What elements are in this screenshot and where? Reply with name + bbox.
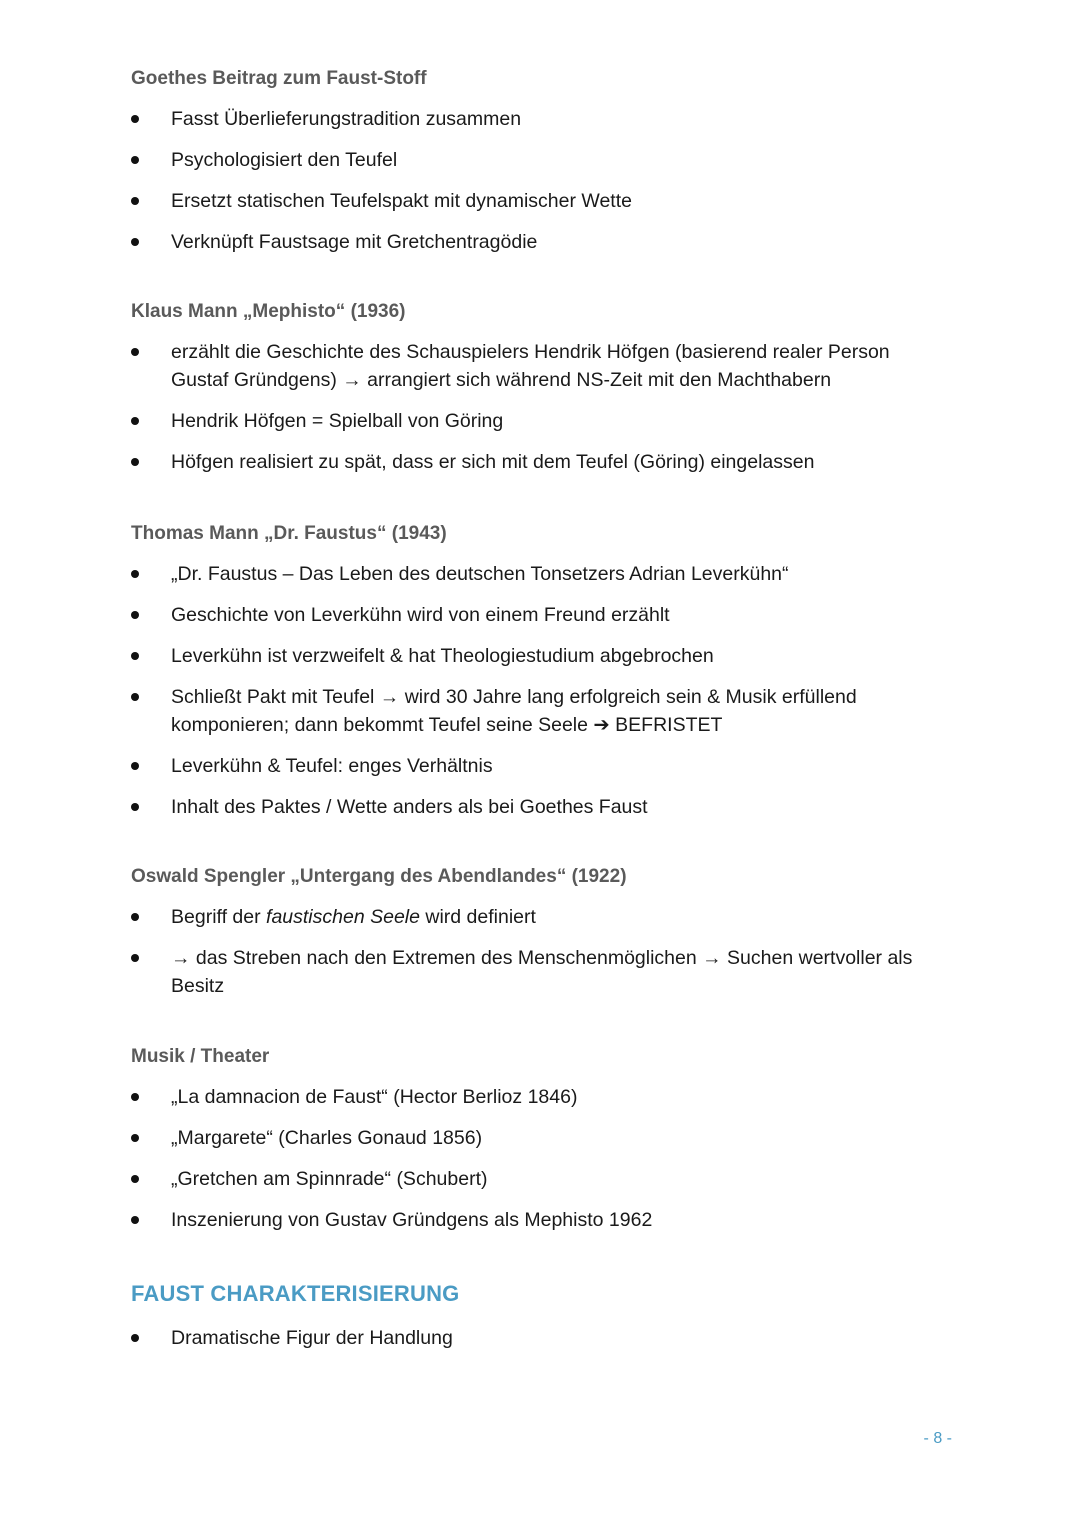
- bullet-icon: [131, 652, 139, 660]
- bullet-list: [131, 903, 951, 1000]
- list-item: Leverkühn & Teufel: enges Verhältnis: [131, 752, 951, 780]
- bullet-icon: [131, 611, 139, 619]
- bullet-icon: [131, 156, 139, 164]
- list-item: Inhalt des Paktes / Wette anders als bei Goethes Faust: [131, 793, 951, 821]
- list-item: Ersetzt statischen Teufelspakt mit dynamischer Wette: [131, 187, 951, 215]
- list-item: erzählt die Geschichte des Schauspielers Hendrik Höfgen (basierend realer Person Gustaf Gründgens) → arrangiert sich während NS-Zeit mit den Machthabern: [131, 338, 951, 394]
- section-heading: Musik / Theater: [131, 1046, 270, 1067]
- section-klaus-mann: [131, 299, 951, 476]
- bullet-list: [131, 338, 951, 476]
- section-heading: Goethes Beitrag zum Faust-Stoff: [131, 68, 427, 89]
- bullet-icon: [131, 803, 139, 811]
- list-item: Begriff der faustischen Seele wird definiert: [131, 903, 951, 931]
- emphasis-term: faustischen Seele: [266, 906, 420, 928]
- page-number: - 8 -: [923, 1430, 952, 1447]
- bullet-icon: [131, 762, 139, 770]
- bullet-icon: [131, 1175, 139, 1183]
- bullet-list: [131, 1083, 951, 1234]
- section-characterization: [131, 1311, 951, 1352]
- section-heading: Klaus Mann „Mephisto“ (1936): [131, 301, 406, 322]
- bullet-list: [131, 560, 951, 821]
- section-spengler: [131, 864, 951, 1000]
- list-item: Geschichte von Leverkühn wird von einem Freund erzählt: [131, 601, 951, 629]
- chapter-heading: FAUST CHARAKTERISIERUNG: [131, 1281, 460, 1306]
- list-item: Schließt Pakt mit Teufel → wird 30 Jahre lang erfolgreich sein & Musik erfüllend komponieren; dann bekommt Teufel seine Seele ➔ BEFRISTET: [131, 683, 951, 739]
- list-item: „Dr. Faustus – Das Leben des deutschen Tonsetzers Adrian Leverkühn“: [131, 560, 951, 588]
- list-item: Leverkühn ist verzweifelt & hat Theologiestudium abgebrochen: [131, 642, 951, 670]
- section-thomas-mann: [131, 521, 951, 821]
- list-item: Dramatische Figur der Handlung: [131, 1324, 951, 1352]
- section-musik-theater: [131, 1044, 951, 1234]
- list-item: „La damnacion de Faust“ (Hector Berlioz 1846): [131, 1083, 951, 1111]
- list-item: Inszenierung von Gustav Gründgens als Mephisto 1962: [131, 1206, 951, 1234]
- bullet-list: [131, 1324, 951, 1352]
- list-item: „Margarete“ (Charles Gonaud 1856): [131, 1124, 951, 1152]
- bullet-icon: [131, 570, 139, 578]
- bullet-list: [131, 105, 951, 256]
- list-item: Fasst Überlieferungstradition zusammen: [131, 105, 951, 133]
- list-item: Höfgen realisiert zu spät, dass er sich mit dem Teufel (Göring) eingelassen: [131, 448, 951, 476]
- list-item: Verknüpft Faustsage mit Gretchentragödie: [131, 228, 951, 256]
- bullet-icon: [131, 458, 139, 466]
- list-item: „Gretchen am Spinnrade“ (Schubert): [131, 1165, 951, 1193]
- bullet-icon: [131, 913, 139, 921]
- list-item: Hendrik Höfgen = Spielball von Göring: [131, 407, 951, 435]
- bullet-icon: [131, 954, 139, 962]
- bullet-icon: [131, 417, 139, 425]
- section-heading: Thomas Mann „Dr. Faustus“ (1943): [131, 523, 447, 544]
- bullet-icon: [131, 197, 139, 205]
- list-item: Psychologisiert den Teufel: [131, 146, 951, 174]
- bullet-icon: [131, 115, 139, 123]
- section-heading: Oswald Spengler „Untergang des Abendlandes“ (1922): [131, 866, 627, 887]
- bullet-icon: [131, 1334, 139, 1342]
- bullet-icon: [131, 1134, 139, 1142]
- bullet-icon: [131, 693, 139, 701]
- section-goethe: [131, 66, 951, 256]
- bullet-icon: [131, 348, 139, 356]
- list-item: → das Streben nach den Extremen des Menschenmöglichen → Suchen wertvoller als Besitz: [131, 944, 951, 1000]
- bullet-icon: [131, 1093, 139, 1101]
- bullet-icon: [131, 238, 139, 246]
- bullet-icon: [131, 1216, 139, 1224]
